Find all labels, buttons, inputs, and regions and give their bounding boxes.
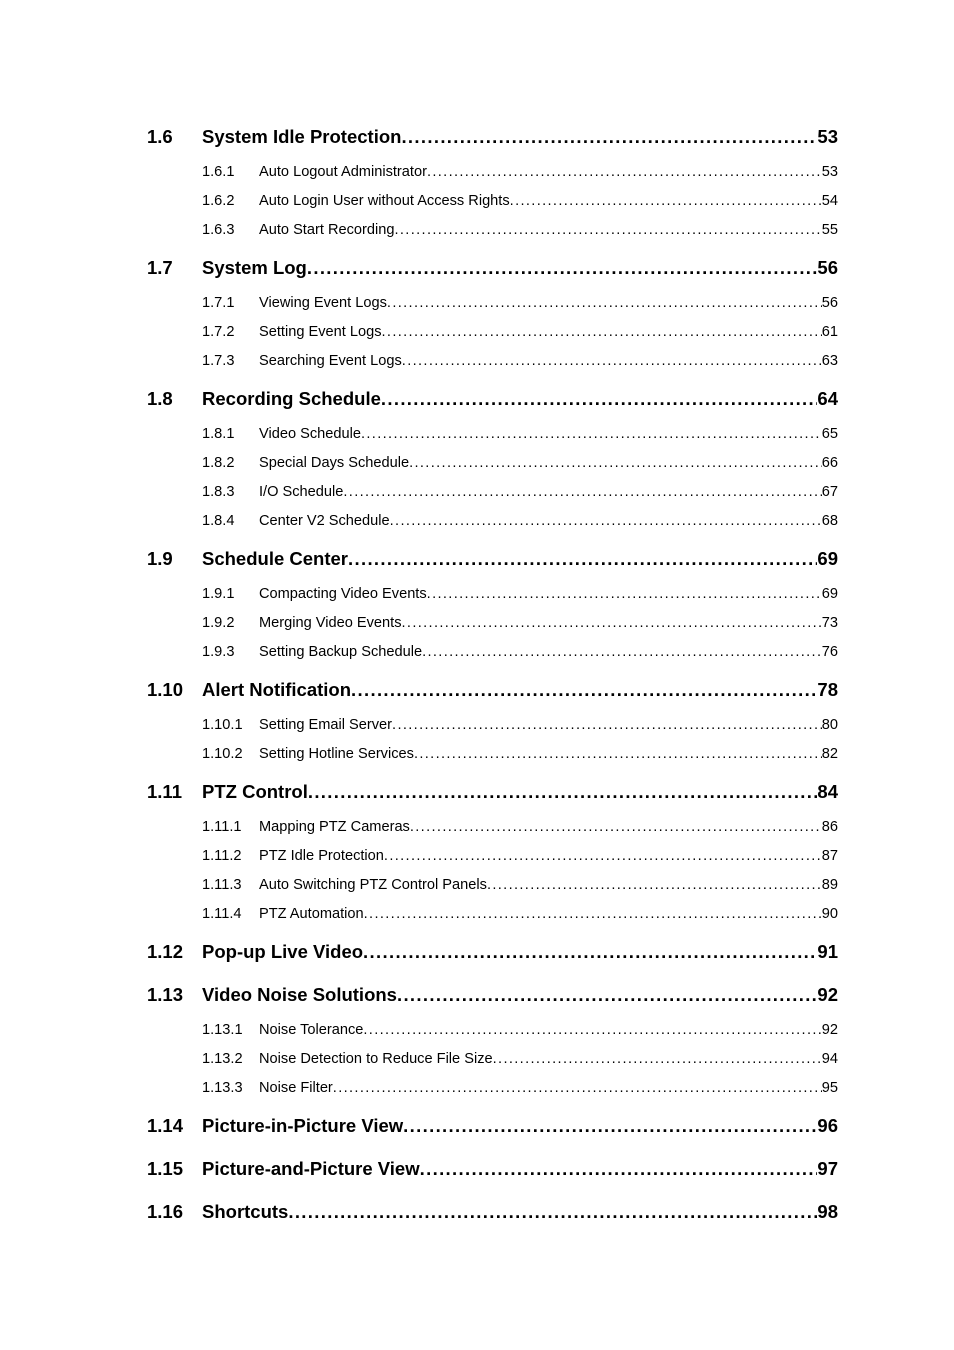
toc-entry-number: 1.8.2 bbox=[202, 455, 235, 471]
toc-entry-title: Setting Hotline Services bbox=[259, 746, 414, 762]
toc-leader-dots bbox=[427, 584, 822, 604]
toc-entry-title: Alert Notification bbox=[202, 679, 352, 700]
toc-entry-title: Noise Tolerance bbox=[259, 1022, 364, 1038]
toc-entry-number: 1.6.1 bbox=[202, 164, 235, 180]
toc-entry-number: 1.13.2 bbox=[202, 1051, 243, 1067]
toc-entry-title: Compacting Video Events bbox=[259, 586, 427, 602]
toc-leader-dots bbox=[384, 846, 822, 866]
toc-leader-dots bbox=[288, 1200, 817, 1224]
toc-entry-page-number: 53 bbox=[817, 126, 838, 147]
toc-subsection-entry[interactable] bbox=[147, 1078, 838, 1098]
toc-entry-title: Setting Email Server bbox=[259, 717, 393, 733]
toc-section-entry[interactable] bbox=[147, 940, 838, 964]
toc-entry-page-number: 64 bbox=[817, 388, 838, 409]
toc-entry-page-number: 76 bbox=[821, 644, 838, 660]
toc-entry-page-number: 95 bbox=[821, 1080, 838, 1096]
toc-leader-dots bbox=[394, 220, 821, 240]
toc-entry-title: Searching Event Logs bbox=[259, 353, 402, 369]
toc-entry-number: 1.11.1 bbox=[202, 819, 242, 835]
toc-section-entry[interactable] bbox=[147, 1114, 838, 1138]
toc-entry-title: I/O Schedule bbox=[259, 484, 344, 500]
toc-entry-number: 1.11.2 bbox=[202, 848, 242, 864]
toc-entry-page-number: 61 bbox=[821, 324, 838, 340]
toc-leader-dots bbox=[403, 1114, 817, 1138]
toc-entry-page-number: 97 bbox=[817, 1158, 838, 1179]
toc-entry-page-number: 63 bbox=[821, 353, 838, 369]
toc-entry-title: Schedule Center bbox=[202, 548, 348, 569]
toc-subsection-entry[interactable] bbox=[147, 453, 838, 473]
toc-entry-title: Pop-up Live Video bbox=[202, 941, 364, 962]
toc-subsection-entry[interactable] bbox=[147, 846, 838, 866]
toc-entry-number: 1.13.1 bbox=[202, 1022, 243, 1038]
toc-entry-number: 1.6.3 bbox=[202, 222, 235, 238]
toc-entry-title: Mapping PTZ Cameras bbox=[259, 819, 410, 835]
toc-entry-page-number: 87 bbox=[821, 848, 838, 864]
toc-entry-title: Noise Filter bbox=[259, 1080, 333, 1096]
toc-section-entry[interactable] bbox=[147, 125, 838, 149]
toc-entry-title: Video Noise Solutions bbox=[202, 984, 397, 1005]
toc-leader-dots bbox=[343, 482, 821, 502]
toc-leader-dots bbox=[414, 744, 822, 764]
toc-entry-number: 1.9 bbox=[147, 548, 173, 569]
toc-leader-dots bbox=[348, 547, 817, 571]
toc-entry-page-number: 91 bbox=[817, 941, 838, 962]
toc-entry-title: Picture-in-Picture View bbox=[202, 1115, 404, 1136]
toc-subsection-entry[interactable] bbox=[147, 744, 838, 764]
toc-subsection-entry[interactable] bbox=[147, 293, 838, 313]
toc-subsection-entry[interactable] bbox=[147, 875, 838, 895]
toc-leader-dots bbox=[392, 715, 822, 735]
toc-entry-number: 1.9.1 bbox=[202, 586, 235, 602]
toc-leader-dots bbox=[402, 613, 822, 633]
toc-entry-page-number: 78 bbox=[817, 679, 838, 700]
toc-entry-title: Setting Event Logs bbox=[259, 324, 382, 340]
toc-entry-number: 1.11.4 bbox=[202, 906, 242, 922]
toc-subsection-entry[interactable] bbox=[147, 715, 838, 735]
toc-leader-dots bbox=[381, 387, 818, 411]
toc-subsection-entry[interactable] bbox=[147, 817, 838, 837]
toc-entry-title: PTZ Control bbox=[202, 781, 308, 802]
toc-entry-page-number: 73 bbox=[821, 615, 838, 631]
toc-entry-page-number: 68 bbox=[821, 513, 838, 529]
toc-entry-title: PTZ Idle Protection bbox=[259, 848, 384, 864]
toc-entry-number: 1.12 bbox=[147, 941, 184, 962]
toc-entry-number: 1.11.3 bbox=[202, 877, 242, 893]
toc-leader-dots bbox=[401, 125, 817, 149]
toc-entry-title: Auto Switching PTZ Control Panels bbox=[259, 877, 487, 893]
toc-entry-number: 1.13 bbox=[147, 984, 184, 1005]
toc-entry-page-number: 90 bbox=[821, 906, 838, 922]
toc-subsection-entry[interactable] bbox=[147, 424, 838, 444]
toc-entry-number: 1.14 bbox=[147, 1115, 184, 1136]
toc-subsection-entry[interactable] bbox=[147, 162, 838, 182]
toc-entry-page-number: 53 bbox=[821, 164, 838, 180]
toc-leader-dots bbox=[363, 940, 817, 964]
toc-leader-dots bbox=[382, 322, 822, 342]
toc-section-entry[interactable] bbox=[147, 780, 838, 804]
toc-entry-title: Video Schedule bbox=[259, 426, 361, 442]
toc-section-entry[interactable] bbox=[147, 256, 838, 280]
toc-subsection-entry[interactable] bbox=[147, 1020, 838, 1040]
toc-leader-dots bbox=[422, 642, 822, 662]
toc-entry-number: 1.13.3 bbox=[202, 1080, 243, 1096]
toc-entry-title: Shortcuts bbox=[202, 1201, 289, 1222]
toc-section-entry[interactable] bbox=[147, 678, 838, 702]
toc-entry-page-number: 92 bbox=[821, 1022, 838, 1038]
toc-section-entry[interactable] bbox=[147, 547, 838, 571]
toc-leader-dots bbox=[510, 191, 822, 211]
toc-entry-number: 1.10.1 bbox=[202, 717, 243, 733]
toc-leader-dots bbox=[363, 1020, 821, 1040]
toc-entry-number: 1.6.2 bbox=[202, 193, 235, 209]
toc-subsection-entry[interactable] bbox=[147, 191, 838, 211]
toc-entry-page-number: 69 bbox=[817, 548, 838, 569]
toc-entry-title: Center V2 Schedule bbox=[259, 513, 390, 529]
toc-entry-title: Special Days Schedule bbox=[259, 455, 410, 471]
toc-entry-page-number: 55 bbox=[821, 222, 838, 238]
toc-entry-page-number: 69 bbox=[821, 586, 838, 602]
toc-leader-dots bbox=[390, 511, 822, 531]
toc-entry-number: 1.9.2 bbox=[202, 615, 235, 631]
toc-entry-number: 1.8.1 bbox=[202, 426, 235, 442]
toc-subsection-entry[interactable] bbox=[147, 904, 838, 924]
toc-leader-dots bbox=[427, 162, 822, 182]
toc-entry-title: Auto Start Recording bbox=[259, 222, 395, 238]
toc-leader-dots bbox=[364, 904, 822, 924]
toc-entry-page-number: 96 bbox=[817, 1115, 838, 1136]
toc-entry-number: 1.9.3 bbox=[202, 644, 235, 660]
toc-leader-dots bbox=[397, 983, 817, 1007]
toc-entry-title: Setting Backup Schedule bbox=[259, 644, 423, 660]
toc-entry-number: 1.15 bbox=[147, 1158, 184, 1179]
toc-leader-dots bbox=[409, 453, 822, 473]
toc-leader-dots bbox=[308, 780, 818, 804]
toc-entry-number: 1.11 bbox=[147, 781, 182, 802]
toc-entry-page-number: 80 bbox=[821, 717, 838, 733]
toc-leader-dots bbox=[333, 1078, 822, 1098]
toc-entry-number: 1.8.3 bbox=[202, 484, 235, 500]
toc-subsection-entry[interactable] bbox=[147, 351, 838, 371]
toc-subsection-entry[interactable] bbox=[147, 220, 838, 240]
toc-entry-title: Recording Schedule bbox=[202, 388, 381, 409]
toc-entry-title: Noise Detection to Reduce File Size bbox=[259, 1051, 493, 1067]
toc-section-entry[interactable] bbox=[147, 1200, 838, 1224]
toc-entry-number: 1.8 bbox=[147, 388, 173, 409]
toc-section-entry[interactable] bbox=[147, 387, 838, 411]
toc-entry-title: System Log bbox=[202, 257, 307, 278]
toc-entry-page-number: 94 bbox=[821, 1051, 838, 1067]
toc-entry-page-number: 98 bbox=[817, 1201, 838, 1222]
toc-subsection-entry[interactable] bbox=[147, 642, 838, 662]
toc-entry-number: 1.7.3 bbox=[202, 353, 235, 369]
toc-entry-title: System Idle Protection bbox=[202, 126, 402, 147]
toc-entry-page-number: 67 bbox=[821, 484, 838, 500]
toc-leader-dots bbox=[387, 293, 822, 313]
toc-entry-page-number: 66 bbox=[821, 455, 838, 471]
toc-entry-number: 1.7.1 bbox=[202, 295, 235, 311]
toc-entry-number: 1.6 bbox=[147, 126, 173, 147]
toc-subsection-entry[interactable] bbox=[147, 584, 838, 604]
toc-entry-number: 1.10 bbox=[147, 679, 184, 700]
toc-leader-dots bbox=[487, 875, 822, 895]
toc-entry-title: Merging Video Events bbox=[259, 615, 402, 631]
toc-leader-dots bbox=[361, 424, 822, 444]
toc-entry-page-number: 89 bbox=[821, 877, 838, 893]
toc-entry-page-number: 54 bbox=[821, 193, 838, 209]
toc-leader-dots bbox=[307, 256, 818, 280]
toc-leader-dots bbox=[402, 351, 822, 371]
toc-entry-number: 1.16 bbox=[147, 1201, 184, 1222]
toc-leader-dots bbox=[410, 817, 822, 837]
toc-entry-page-number: 65 bbox=[821, 426, 838, 442]
toc-entry-page-number: 82 bbox=[821, 746, 838, 762]
toc-leader-dots bbox=[420, 1157, 818, 1181]
toc-entry-page-number: 56 bbox=[821, 295, 838, 311]
toc-subsection-entry[interactable] bbox=[147, 613, 838, 633]
toc-section-entry[interactable] bbox=[147, 983, 838, 1007]
toc-subsection-entry[interactable] bbox=[147, 322, 838, 342]
toc-section-entry[interactable] bbox=[147, 1157, 838, 1181]
toc-entry-title: Picture-and-Picture View bbox=[202, 1158, 420, 1179]
toc-entry-title: Auto Logout Administrator bbox=[259, 164, 427, 180]
toc-entry-number: 1.7 bbox=[147, 257, 173, 278]
toc-entry-title: Auto Login User without Access Rights bbox=[259, 193, 510, 209]
toc-leader-dots bbox=[493, 1049, 822, 1069]
toc-entry-number: 1.7.2 bbox=[202, 324, 235, 340]
toc-subsection-entry[interactable] bbox=[147, 1049, 838, 1069]
toc-entry-page-number: 92 bbox=[817, 984, 838, 1005]
toc-entry-number: 1.8.4 bbox=[202, 513, 235, 529]
toc-entry-number: 1.10.2 bbox=[202, 746, 243, 762]
toc-entry-page-number: 56 bbox=[817, 257, 838, 278]
toc-entry-page-number: 86 bbox=[821, 819, 838, 835]
toc-entry-title: Viewing Event Logs bbox=[259, 295, 387, 311]
toc-entry-page-number: 84 bbox=[817, 781, 838, 802]
toc-leader-dots bbox=[351, 678, 817, 702]
toc-entry-title: PTZ Automation bbox=[259, 906, 364, 922]
toc-subsection-entry[interactable] bbox=[147, 482, 838, 502]
toc-subsection-entry[interactable] bbox=[147, 511, 838, 531]
